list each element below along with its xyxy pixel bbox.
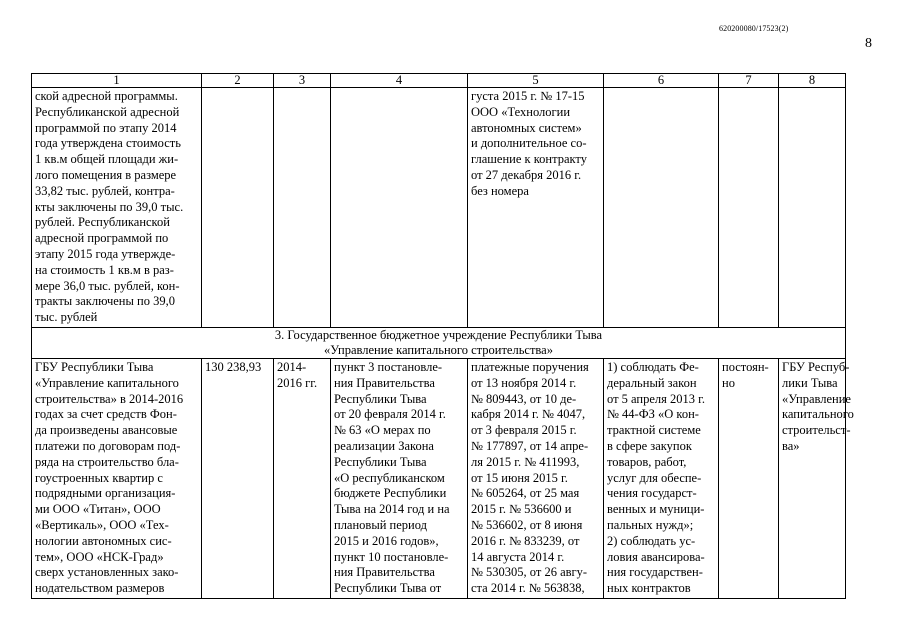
cell-text-line: ряда на строительство бла- bbox=[35, 454, 179, 469]
cell-text-line: нологии автономных сис- bbox=[35, 533, 172, 548]
cell-text-line: ния Правительства bbox=[334, 375, 435, 390]
cell-text-line: от 27 декабря 2016 г. bbox=[471, 167, 582, 182]
cell-text-line: от 13 ноября 2014 г. bbox=[471, 375, 577, 390]
header-row bbox=[32, 74, 846, 88]
cell-text-line: программой по этапу 2014 bbox=[35, 120, 177, 135]
recommendation-cell bbox=[604, 358, 719, 598]
cell-text-line: пункт 10 постановле- bbox=[334, 549, 449, 564]
cell-text-line: 1) соблюдать Фе- bbox=[607, 359, 699, 374]
cell-text-line: Республики Тыва от bbox=[334, 581, 442, 596]
cell-text-line: на стоимость 1 кв.м в раз- bbox=[35, 262, 174, 277]
responsible-cell bbox=[779, 358, 854, 598]
cell-text-line: от 20 февраля 2014 г. bbox=[334, 407, 446, 422]
cell-text-line: в сфере закупок bbox=[607, 438, 692, 453]
deadline-cell bbox=[719, 358, 779, 598]
cell-text-line: от 3 февраля 2015 г. bbox=[471, 423, 577, 438]
cell-text-line: года утверждена стоимость bbox=[35, 136, 181, 151]
cell-text-line: ния государствен- bbox=[607, 565, 703, 580]
cell-text-line: кты заключены по 39,0 тыс. bbox=[35, 199, 184, 214]
cell-text-line: № 530305, от 26 авгу- bbox=[471, 565, 588, 580]
cell-text-line: этапу 2015 года утвержде- bbox=[35, 246, 176, 261]
cell-text-line: 33,82 тыс. рублей, контра- bbox=[35, 183, 175, 198]
header-cell: 8 bbox=[779, 74, 846, 88]
cell-text-line: ГБУ Респуб- bbox=[782, 359, 850, 374]
cell-text-line: лого помещения в размере bbox=[35, 167, 177, 182]
cell-text-line: 2015 и 2016 годов», bbox=[334, 533, 439, 548]
cell-text-line: 1 кв.м общей площади жи- bbox=[35, 152, 179, 167]
header-cell: 4 bbox=[331, 74, 468, 88]
cell-text-line: услуг для обеспе- bbox=[607, 470, 702, 485]
documents-cell bbox=[468, 88, 604, 328]
cell-text-line: 2015 г. № 536600 и bbox=[471, 502, 572, 517]
cell-text-line: ООО «Технологии bbox=[471, 104, 571, 119]
table-row bbox=[32, 88, 846, 328]
cell-text-line: № 63 «О мерах по bbox=[334, 423, 431, 438]
cell-text-line: «Управление капитального bbox=[35, 375, 179, 390]
cell-text-line: «Вертикаль», ООО «Тех- bbox=[35, 517, 169, 532]
responsible-cell bbox=[779, 88, 846, 328]
cell-text-line: реализации Закона bbox=[334, 438, 434, 453]
cell-text-line: от 15 июня 2015 г. bbox=[471, 470, 568, 485]
cell-text-line: и дополнительное со- bbox=[471, 136, 587, 151]
cell-text-line: мере 36,0 тыс. рублей, кон- bbox=[35, 278, 180, 293]
cell-text-line: подрядными организация- bbox=[35, 486, 176, 501]
cell-text-line: ловия авансирова- bbox=[607, 549, 705, 564]
cell-text-line: да произведены авансовые bbox=[35, 423, 178, 438]
cell-text-line: Республиканской адресной bbox=[35, 104, 180, 119]
amount-cell bbox=[202, 88, 274, 328]
cell-text-line: адресной программой по bbox=[35, 231, 169, 246]
cell-text-line: 2) соблюдать ус- bbox=[607, 533, 696, 548]
cell-text-line: капитального bbox=[782, 407, 854, 422]
cell-text-line: ля 2015 г. № 411993, bbox=[471, 454, 580, 469]
cell-text-line: № 536602, от 8 июня bbox=[471, 517, 583, 532]
cell-text-line: глашение к контракту bbox=[471, 152, 587, 167]
cell-text-line: ГБУ Республики Тыва bbox=[35, 359, 154, 374]
audit-table bbox=[31, 73, 854, 599]
section-title bbox=[32, 327, 846, 358]
cell-text-line: от 5 апреля 2013 г. bbox=[607, 391, 705, 406]
cell-text-line: тракты заключены по 39,0 bbox=[35, 294, 175, 309]
section-row bbox=[32, 327, 846, 358]
section-title-line: «Управление капитального строительства» bbox=[324, 342, 553, 357]
section-title-line: 3. Государственное бюджетное учреждение Республики Тыва bbox=[274, 327, 603, 342]
cell-text-line: Республики Тыва bbox=[334, 391, 427, 406]
cell-text-line: товаров, работ, bbox=[607, 454, 687, 469]
cell-text-line: строительства» в 2014-2016 bbox=[35, 391, 184, 406]
header-cell: 2 bbox=[202, 74, 274, 88]
cell-text-line: тем», ООО «НСК-Град» bbox=[35, 549, 164, 564]
header-cell: 3 bbox=[274, 74, 331, 88]
period-cell bbox=[274, 358, 331, 598]
cell-text-line: ния Правительства bbox=[334, 565, 435, 580]
cell-text-line: густа 2015 г. № 17-15 bbox=[471, 89, 585, 103]
header-cell: 7 bbox=[719, 74, 779, 88]
cell-text-line: чения государст- bbox=[607, 486, 697, 501]
cell-text-line: 14 августа 2014 г. bbox=[471, 549, 565, 564]
cell-text-line: сверх установленных зако- bbox=[35, 565, 179, 580]
cell-text-line: годах за счет средств Фон- bbox=[35, 407, 177, 422]
cell-text-line: плановый период bbox=[334, 517, 427, 532]
header-cell: 6 bbox=[604, 74, 719, 88]
cell-text-line: автономных систем» bbox=[471, 120, 582, 135]
cell-text-line: пункт 3 постановле- bbox=[334, 359, 443, 374]
cell-text-line: но bbox=[722, 375, 735, 390]
cell-text-line: ской адресной программы. bbox=[35, 89, 178, 103]
violation-description-cell bbox=[32, 358, 202, 598]
cell-text-line: платежные поручения bbox=[471, 359, 589, 374]
cell-text-line: № 809443, от 10 де- bbox=[471, 391, 577, 406]
cell-text-line: ва» bbox=[782, 438, 800, 453]
amount-cell bbox=[202, 358, 274, 598]
period-cell bbox=[274, 88, 331, 328]
cell-text-line: без номера bbox=[471, 183, 529, 198]
norm-cell bbox=[331, 88, 468, 328]
page-number: 8 bbox=[865, 36, 872, 51]
cell-text-line: венных и муници- bbox=[607, 502, 705, 517]
cell-text-line: платежи по договорам под- bbox=[35, 438, 181, 453]
cell-text-line: постоян- bbox=[722, 359, 769, 374]
header-cell: 5 bbox=[468, 74, 604, 88]
documents-cell bbox=[468, 358, 604, 598]
cell-text-line: деральный закон bbox=[607, 375, 697, 390]
table-row bbox=[32, 358, 846, 598]
cell-text-line: лики Тыва bbox=[782, 375, 838, 390]
cell-text-line: ных контрактов bbox=[607, 581, 691, 596]
cell-text-line: ми ООО «Титан», ООО bbox=[35, 502, 161, 517]
cell-text-line: Тыва на 2014 год и на bbox=[334, 502, 450, 517]
cell-text-line: пальных нужд»; bbox=[607, 517, 694, 532]
cell-text-line: «О республиканском bbox=[334, 470, 445, 485]
cell-text-line: № 44-ФЗ «О кон- bbox=[607, 407, 699, 422]
cell-text-line: кабря 2014 г. № 4047, bbox=[471, 407, 586, 422]
recommendation-cell bbox=[604, 88, 719, 328]
cell-text-line: ста 2014 г. № 563838, bbox=[471, 581, 585, 596]
cell-text-line: № 605264, от 25 мая bbox=[471, 486, 580, 501]
cell-text-line: бюджете Республики bbox=[334, 486, 447, 501]
cell-text-line: тыс. рублей bbox=[35, 310, 98, 325]
cell-text-line: Республики Тыва bbox=[334, 454, 427, 469]
deadline-cell bbox=[719, 88, 779, 328]
cell-text-line: гоустроенных квартир с bbox=[35, 470, 163, 485]
cell-text-line: нодательством размеров bbox=[35, 581, 165, 596]
cell-text-line: № 177897, от 14 апре- bbox=[471, 438, 589, 453]
cell-text-line: 130 238,93 bbox=[205, 359, 262, 374]
header-cell: 1 bbox=[32, 74, 202, 88]
document-number: 620200080/17523(2) bbox=[719, 24, 789, 33]
cell-text-line: «Управление bbox=[782, 391, 851, 406]
cell-text-line: трактной системе bbox=[607, 423, 701, 438]
cell-text-line: строительст- bbox=[782, 423, 851, 438]
norm-cell bbox=[331, 358, 468, 598]
cell-text-line: 2016 г. № 833239, от bbox=[471, 533, 580, 548]
cell-text-line: 2014- bbox=[277, 359, 307, 374]
violation-description-cell bbox=[32, 88, 202, 328]
cell-text-line: рублей. Республиканской bbox=[35, 215, 170, 230]
cell-text-line: 2016 гг. bbox=[277, 375, 318, 390]
